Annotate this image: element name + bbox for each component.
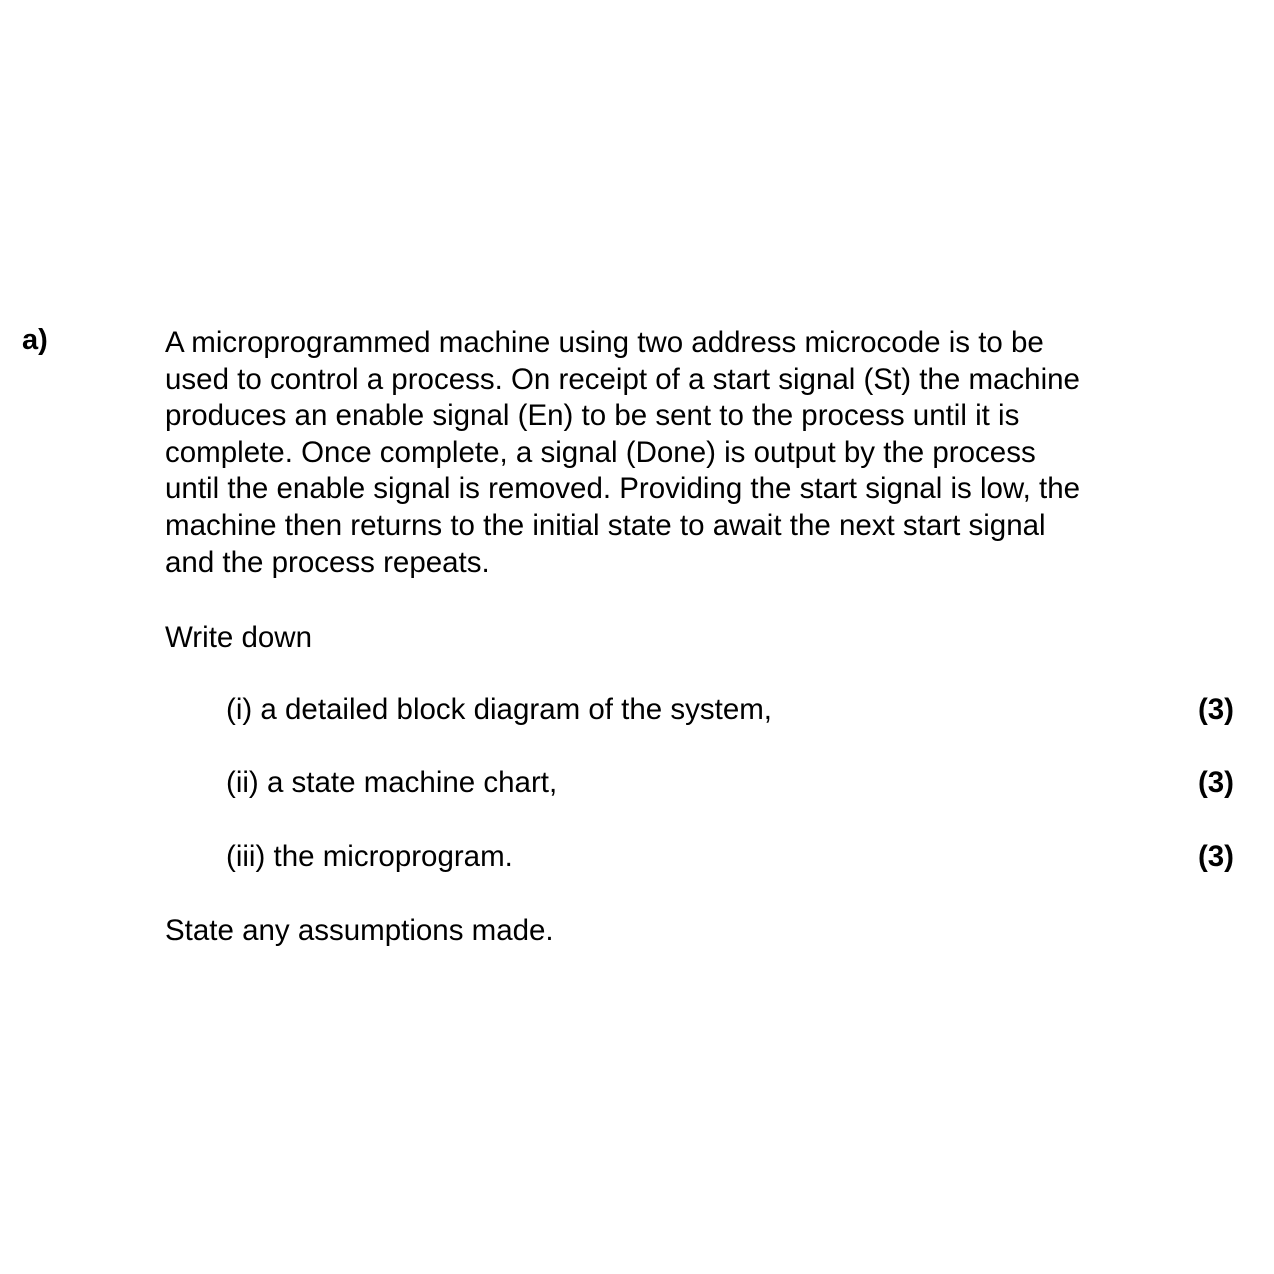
part-text: (iii) the microprogram. — [226, 840, 513, 873]
body-line: until the enable signal is removed. Providing the start signal is low, the — [165, 472, 1081, 506]
body-line: machine then returns to the initial state to await the next start signal — [165, 508, 1046, 542]
body-line: A microprogrammed machine using two address microcode is to be — [165, 326, 1044, 359]
assumptions-note: State any assumptions made. — [165, 914, 554, 947]
part-marks: (3) — [1197, 840, 1234, 873]
question-part-ii — [226, 765, 1236, 801]
question-label: a) — [22, 324, 48, 356]
body-line: used to control a process. On receipt of a start signal (St) the machine — [165, 362, 1080, 396]
body-line: complete. Once complete, a signal (Done) is output by the process — [165, 435, 1036, 469]
part-text: (i) a detailed block diagram of the system, — [226, 693, 772, 726]
question-part-i — [226, 692, 1236, 728]
part-text: (ii) a state machine chart, — [226, 766, 558, 799]
body-line: produces an enable signal (En) to be sent to the process until it is — [165, 399, 1020, 433]
body-line: and the process repeats. — [165, 545, 490, 579]
question-body — [165, 325, 1175, 581]
question-part-iii — [226, 839, 1236, 875]
part-marks: (3) — [1197, 766, 1234, 799]
part-marks: (3) — [1197, 693, 1234, 726]
instruction-text: Write down — [165, 621, 313, 654]
